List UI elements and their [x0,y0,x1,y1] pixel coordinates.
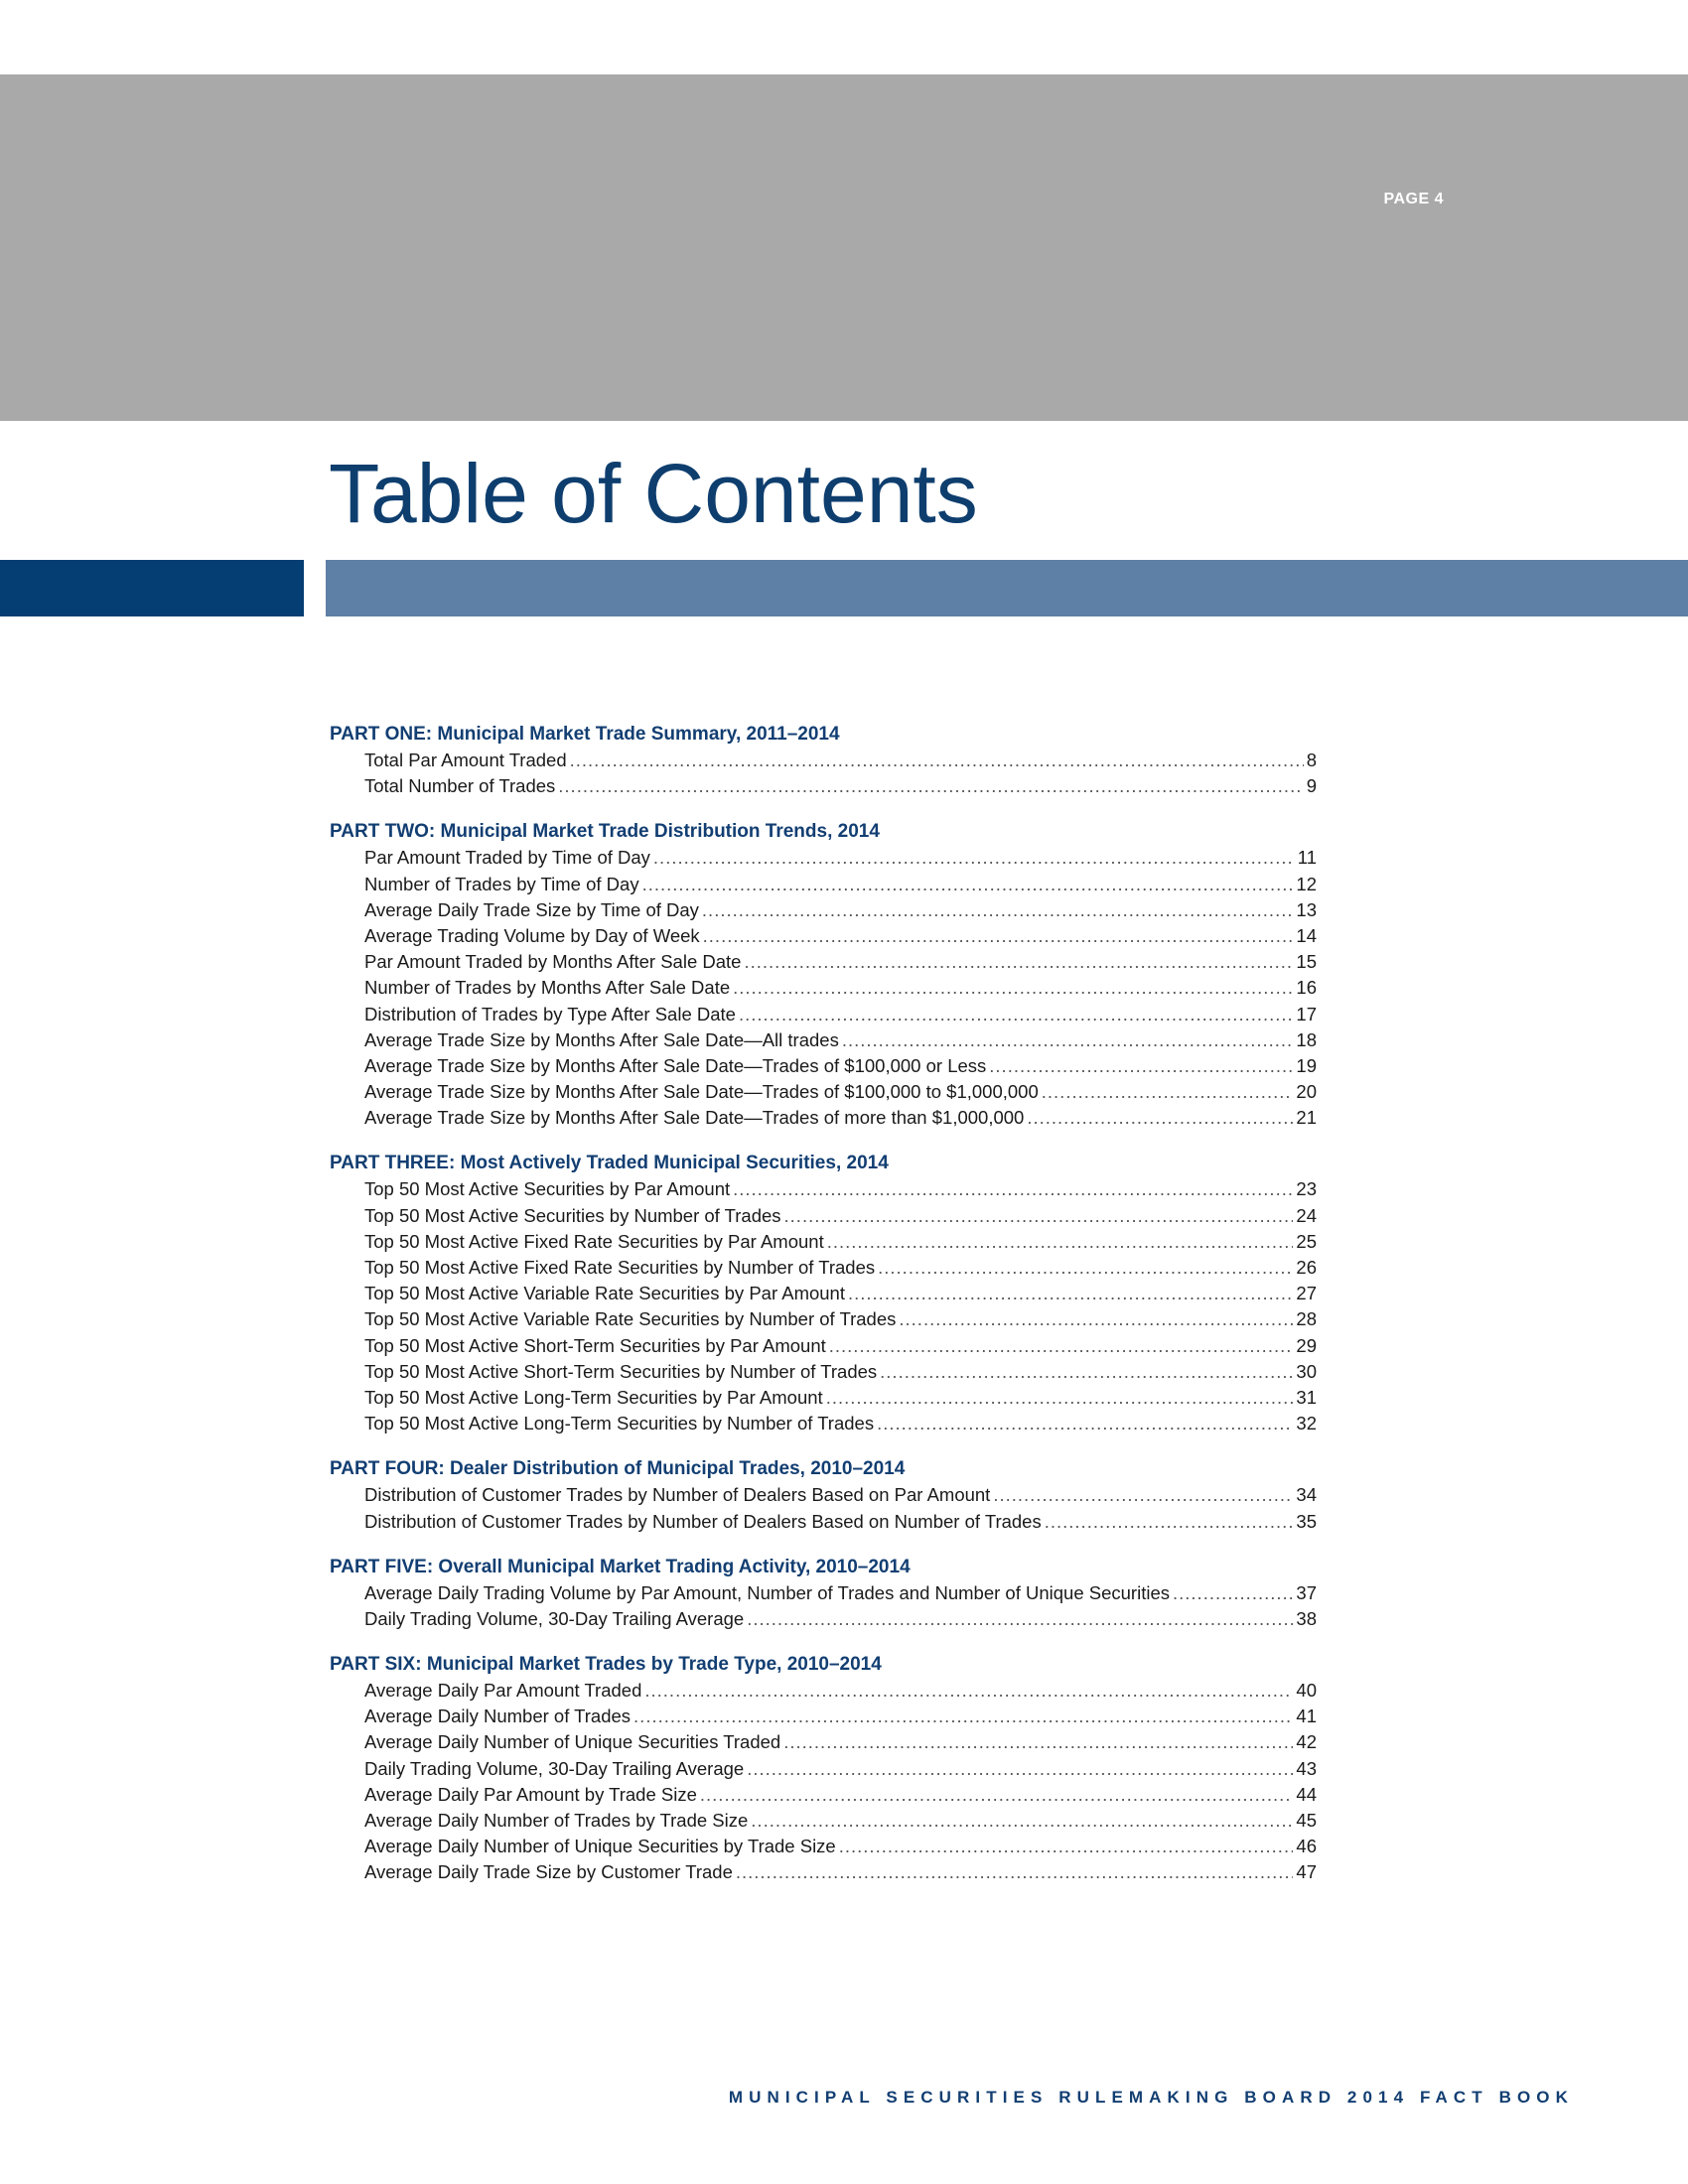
toc-entry[interactable] [330,1756,1317,1782]
toc-entry[interactable] [330,1385,1317,1411]
dot-leader [848,1281,1293,1306]
accent-bar-dark [0,560,304,616]
dot-leader [993,1482,1293,1508]
entry-page-number: 40 [1296,1680,1317,1702]
entry-page-number: 21 [1296,1107,1317,1129]
page-number: PAGE 4 [1383,191,1444,207]
dot-leader [633,1704,1293,1729]
entry-title: Average Daily Number of Unique Securities Traded [364,1731,781,1753]
dot-leader [839,1834,1294,1859]
toc-entry[interactable] [330,1306,1317,1332]
entry-page-number: 19 [1296,1054,1317,1076]
entry-page-number: 9 [1306,775,1317,797]
dot-leader [570,748,1304,773]
toc-entry[interactable] [330,975,1317,1001]
dot-leader [878,1255,1293,1281]
entry-page-number: 14 [1296,924,1317,946]
entry-page-number: 20 [1296,1081,1317,1103]
entry-title: Number of Trades by Time of Day [364,873,639,894]
entry-title: Distribution of Customer Trades by Number of Dealers Based on Number of Trades [364,1510,1042,1532]
toc-section [330,1652,1317,1886]
toc-entry[interactable] [330,1176,1317,1202]
dot-leader [1042,1079,1294,1105]
toc-entry[interactable] [330,1704,1317,1729]
footer-publication: MUNICIPAL SECURITIES RULEMAKING BOARD 2014 FACT BOOK [728,2088,1574,2107]
toc-entry[interactable] [330,1808,1317,1834]
entry-page-number: 45 [1296,1810,1317,1831]
entry-title: Total Par Amount Traded [364,750,567,770]
toc-entry[interactable] [330,1729,1317,1755]
entry-title: Average Daily Par Amount by Trade Size [364,1783,697,1805]
section-heading[interactable]: PART THREE: Most Actively Traded Municipal Securities, 2014 [330,1153,889,1174]
dot-leader [733,975,1293,1001]
section-heading[interactable]: PART ONE: Municipal Market Trade Summary, 2011–2014 [330,724,840,745]
entry-title: Daily Trading Volume, 30-Day Trailing Average [364,1607,745,1629]
entry-title: Average Daily Trade Size by Customer Trade [364,1861,733,1883]
entry-title: Average Trade Size by Months After Sale Date—All trades [364,1028,839,1050]
header-band [0,74,1688,421]
entry-page-number: 17 [1296,1003,1317,1024]
toc-entry[interactable] [330,1002,1317,1027]
section-heading[interactable]: PART SIX: Municipal Market Trades by Trade Type, 2010–2014 [330,1654,882,1676]
entry-page-number: 26 [1296,1257,1317,1278]
entry-title: Par Amount Traded by Time of Day [364,847,650,869]
entry-title: Distribution of Customer Trades by Number of Dealers Based on Par Amount [364,1484,991,1506]
entry-title: Top 50 Most Active Fixed Rate Securities by Par Amount [364,1230,824,1252]
entry-page-number: 11 [1297,847,1317,869]
entry-page-number: 18 [1296,1028,1317,1050]
entry-page-number: 29 [1296,1334,1317,1356]
toc-entry[interactable] [330,1834,1317,1859]
entry-page-number: 15 [1296,951,1317,973]
entry-page-number: 27 [1296,1283,1317,1304]
toc-entry[interactable] [330,897,1317,923]
entry-title: Top 50 Most Active Short-Term Securities by Number of Trades [364,1360,878,1382]
entry-title: Average Trading Volume by Day of Week [364,924,700,946]
dot-leader [558,773,1303,799]
dot-leader [736,1859,1294,1885]
dot-leader [1173,1580,1293,1606]
toc-entry[interactable] [330,1229,1317,1255]
toc-entry[interactable] [330,923,1317,949]
entry-title: Total Number of Trades [364,775,556,797]
entry-page-number: 34 [1296,1484,1317,1506]
entry-title: Daily Trading Volume, 30-Day Trailing Average [364,1757,745,1779]
dot-leader [1045,1509,1294,1535]
dot-leader [700,1782,1294,1808]
toc-entry[interactable] [330,1255,1317,1281]
entry-page-number: 30 [1296,1360,1317,1382]
dot-leader [877,1411,1293,1436]
entry-page-number: 43 [1296,1757,1317,1779]
toc-entry[interactable] [330,1606,1317,1632]
entry-page-number: 44 [1296,1783,1317,1805]
toc-entry[interactable] [330,845,1317,871]
toc-entry[interactable] [330,1782,1317,1808]
dot-leader [829,1333,1294,1359]
dot-leader [653,845,1295,871]
dot-leader [783,1729,1293,1755]
entry-title: Top 50 Most Active Securities by Par Amount [364,1178,731,1200]
entry-page-number: 38 [1296,1607,1317,1629]
entry-page-number: 16 [1296,977,1317,999]
entry-title: Average Trade Size by Months After Sale Date—Trades of $100,000 to $1,000,000 [364,1081,1039,1103]
toc-section [330,722,1317,799]
dot-leader [784,1203,1294,1229]
toc-entry[interactable] [330,1281,1317,1306]
toc-entry[interactable] [330,1411,1317,1436]
dot-leader [744,949,1293,975]
toc-entry[interactable] [330,872,1317,897]
entry-title: Top 50 Most Active Fixed Rate Securities by Number of Trades [364,1257,876,1278]
entry-page-number: 41 [1296,1706,1317,1727]
entry-page-number: 28 [1296,1308,1317,1330]
entry-title: Top 50 Most Active Short-Term Securities by Par Amount [364,1334,826,1356]
entry-title: Average Daily Number of Trades [364,1706,632,1727]
dot-leader [842,1027,1294,1053]
toc-section [330,1456,1317,1534]
toc-entry[interactable] [330,1859,1317,1885]
toc-entry[interactable] [330,1053,1317,1079]
entry-title: Average Daily Number of Unique Securities by Trade Size [364,1836,836,1857]
entry-title: Distribution of Trades by Type After Sale Date [364,1003,736,1024]
toc-entry[interactable] [330,1509,1317,1535]
toc-entry[interactable] [330,1027,1317,1053]
entry-title: Average Daily Par Amount Traded [364,1680,642,1702]
dot-leader [747,1756,1293,1782]
toc-entry[interactable] [330,773,1317,799]
toc-entry[interactable] [330,1079,1317,1105]
toc-entry[interactable] [330,1105,1317,1131]
dot-leader [747,1606,1293,1632]
toc-entry[interactable] [330,1203,1317,1229]
entry-title: Average Daily Number of Trades by Trade Size [364,1810,749,1831]
entry-page-number: 47 [1296,1861,1317,1883]
dot-leader [702,897,1294,923]
toc-entry[interactable] [330,1678,1317,1704]
entry-page-number: 32 [1296,1413,1317,1434]
entry-title: Top 50 Most Active Variable Rate Securities by Number of Trades [364,1308,897,1330]
toc-entry[interactable] [330,748,1317,773]
table-of-contents [330,722,1317,1906]
entry-title: Top 50 Most Active Long-Term Securities by Number of Trades [364,1413,875,1434]
entry-page-number: 24 [1296,1204,1317,1226]
toc-section [330,819,1317,1131]
entry-page-number: 35 [1296,1510,1317,1532]
entry-page-number: 8 [1306,750,1317,770]
entry-title: Average Daily Trade Size by Time of Day [364,898,699,920]
accent-bar-light [326,560,1688,616]
entry-page-number: 31 [1296,1386,1317,1408]
entry-page-number: 25 [1296,1230,1317,1252]
entry-page-number: 42 [1296,1731,1317,1753]
section-heading[interactable]: PART FIVE: Overall Municipal Market Trading Activity, 2010–2014 [330,1556,911,1577]
entry-page-number: 13 [1296,898,1317,920]
entry-page-number: 37 [1296,1581,1317,1603]
dot-leader [989,1053,1293,1079]
toc-entry[interactable] [330,1580,1317,1606]
dot-leader [751,1808,1293,1834]
dot-leader [827,1229,1294,1255]
entry-title: Top 50 Most Active Securities by Number of Trades [364,1204,781,1226]
dot-leader [880,1359,1293,1385]
section-heading[interactable]: PART FOUR: Dealer Distribution of Municipal Trades, 2010–2014 [330,1458,906,1480]
toc-entry[interactable] [330,1359,1317,1385]
dot-leader [1027,1105,1293,1131]
dot-leader [733,1176,1293,1202]
dot-leader [644,1678,1293,1704]
dot-leader [642,872,1294,897]
entry-page-number: 46 [1296,1836,1317,1857]
entry-title: Top 50 Most Active Variable Rate Securities by Par Amount [364,1283,845,1304]
entry-title: Top 50 Most Active Long-Term Securities by Par Amount [364,1386,823,1408]
entry-page-number: 12 [1296,873,1317,894]
entry-page-number: 23 [1296,1178,1317,1200]
entry-title: Average Trade Size by Months After Sale Date—Trades of $100,000 or Less [364,1054,987,1076]
toc-entry[interactable] [330,949,1317,975]
dot-leader [703,923,1294,949]
dot-leader [899,1306,1293,1332]
toc-section [330,1555,1317,1632]
dot-leader [739,1002,1293,1027]
entry-title: Number of Trades by Months After Sale Date [364,977,731,999]
entry-title: Par Amount Traded by Months After Sale Date [364,951,742,973]
section-heading[interactable]: PART TWO: Municipal Market Trade Distribution Trends, 2014 [330,821,880,843]
toc-entry[interactable] [330,1482,1317,1508]
toc-section [330,1151,1317,1436]
entry-title: Average Trade Size by Months After Sale Date—Trades of more than $1,000,000 [364,1107,1025,1129]
page-title: Table of Contents [329,447,978,540]
toc-entry[interactable] [330,1333,1317,1359]
entry-title: Average Daily Trading Volume by Par Amount, Number of Trades and Number of Unique Securities [364,1581,1170,1603]
dot-leader [826,1385,1294,1411]
